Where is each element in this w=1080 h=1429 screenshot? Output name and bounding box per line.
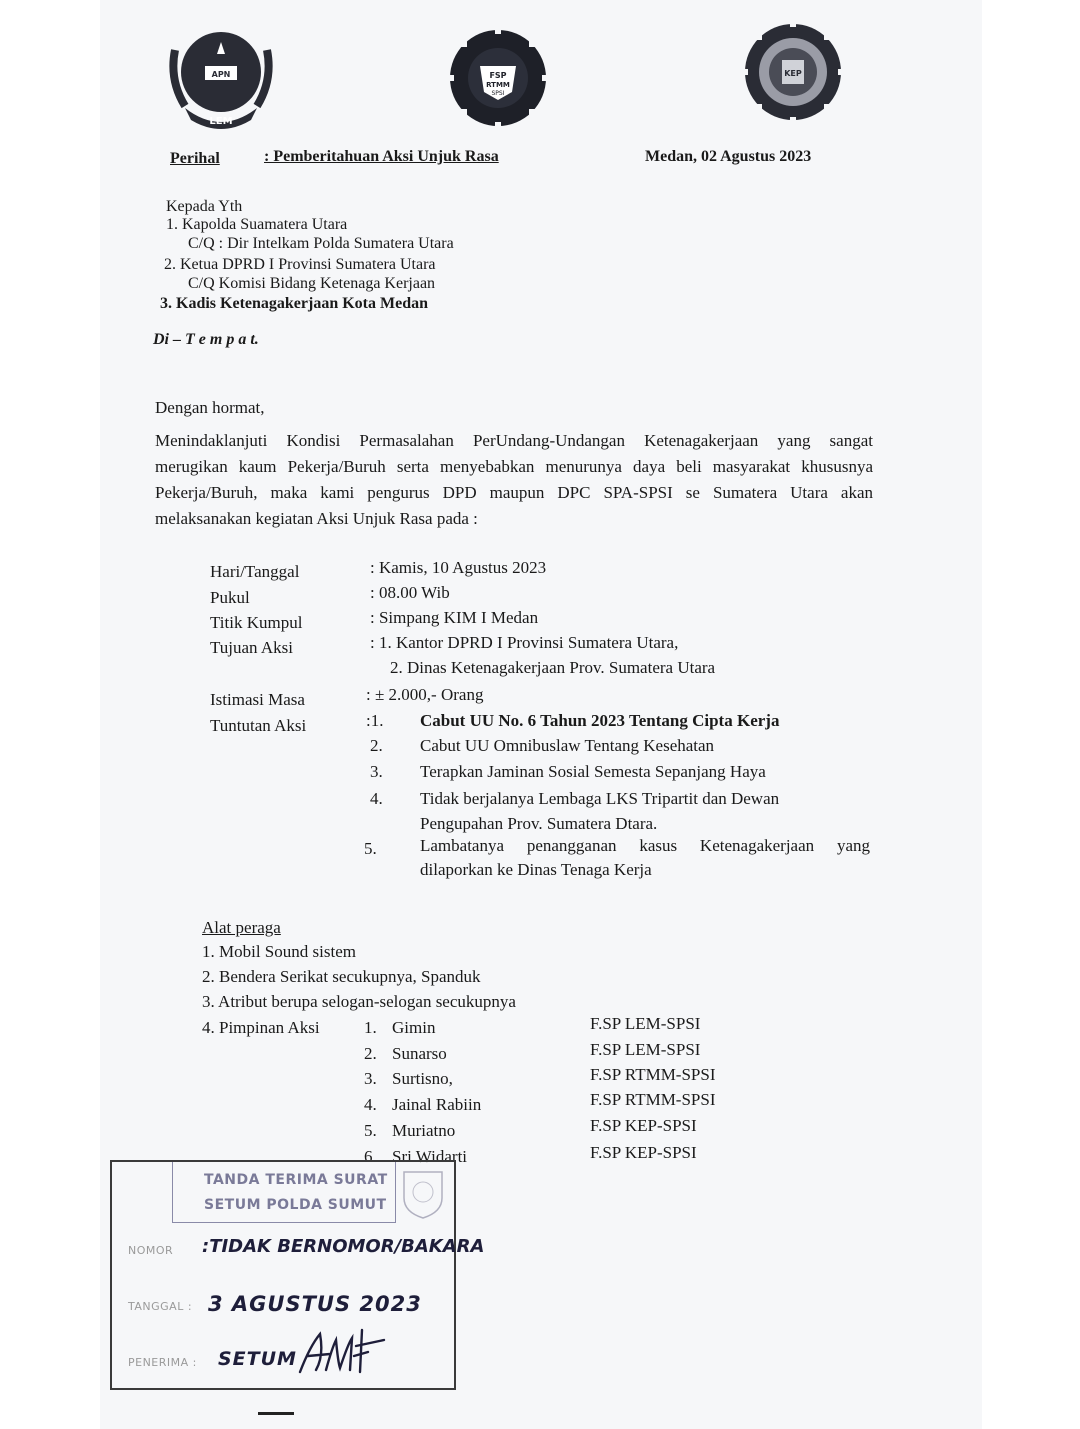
- pukul-label: Pukul: [210, 588, 250, 607]
- kep-spsi-logo: [740, 20, 846, 124]
- pimpinan-org: F.SP LEM-SPSI: [590, 1014, 701, 1033]
- tuntutan-text: Terapkan Jaminan Sosial Semesta Sepanjang Haya: [420, 762, 766, 781]
- police-emblem-icon: [398, 1168, 448, 1220]
- pimpinan-org: F.SP RTMM-SPSI: [590, 1090, 716, 1109]
- alat-item: 1. Mobil Sound sistem: [202, 942, 356, 961]
- pimpinan-name: Sunarso: [392, 1044, 447, 1063]
- paragraph-line: merugikan kaum Pekerja/Buruh serta menyebabkan menurunya daya beli masyarakat khususnya: [155, 457, 873, 476]
- stamp-nomor-value: :TIDAK BERNOMOR/BAKARA: [202, 1236, 485, 1257]
- stamp-penerima-value: SETUM: [218, 1348, 297, 1370]
- pimpinan-num: 2.: [364, 1044, 377, 1063]
- stamp-title-1: TANDA TERIMA SURAT: [204, 1172, 388, 1188]
- tuntutan-text: Lambatanya penangganan kasus Ketenagakerjaan yang: [420, 836, 870, 855]
- tuntutan-num: 2.: [370, 736, 383, 755]
- tuntutan-num: 4.: [370, 789, 383, 808]
- paragraph-line: melaksanakan kegiatan Aksi Unjuk Rasa pada :: [155, 509, 478, 528]
- svg-text:LEM: LEM: [209, 116, 233, 127]
- titik-value: : Simpang KIM I Medan: [370, 608, 539, 627]
- pimpinan-name: Surtisno,: [392, 1069, 453, 1088]
- recipient-1-cq: C/Q : Dir Intelkam Polda Sumatera Utara: [188, 235, 454, 252]
- pimpinan-num: 5.: [364, 1121, 377, 1140]
- rtmm-spsi-logo: [446, 26, 550, 130]
- paragraph-line: Pekerja/Buruh, maka kami pengurus DPD maupun DPC SPA-SPSI se Sumatera Utara akan: [155, 483, 873, 502]
- perihal-label: Perihal: [170, 150, 220, 167]
- tuntutan-num: 3.: [370, 762, 383, 781]
- hari-value: : Kamis, 10 Agustus 2023: [370, 558, 547, 577]
- handwritten-signature: [296, 1326, 388, 1382]
- perihal-value: : Pemberitahuan Aksi Unjuk Rasa: [264, 148, 499, 165]
- estimasi-value: : ± 2.000,- Orang: [366, 685, 484, 704]
- pimpinan-org: F.SP KEP-SPSI: [590, 1143, 697, 1162]
- pimpinan-num: 4.: [364, 1095, 377, 1114]
- titik-label: Titik Kumpul: [210, 613, 303, 632]
- letter-date: Medan, 02 Agustus 2023: [645, 148, 812, 165]
- alat-item: 4. Pimpinan Aksi: [202, 1018, 320, 1037]
- pimpinan-name: Jainal Rabiin: [392, 1095, 482, 1114]
- stamp-nomor-label: NOMOR: [128, 1244, 174, 1257]
- tujuan-value-2: 2. Dinas Ketenagakerjaan Prov. Sumatera Utara: [390, 658, 716, 677]
- opening-paragraph: [155, 428, 873, 532]
- stamp-penerima-label: PENERIMA :: [128, 1356, 197, 1369]
- pimpinan-org: F.SP LEM-SPSI: [590, 1040, 701, 1059]
- recipient-2: 2. Ketua DPRD I Provinsi Sumatera Utara: [164, 256, 436, 273]
- recipient-3: 3. Kadis Ketenagakerjaan Kota Medan: [160, 295, 428, 312]
- alat-item: 3. Atribut berupa selogan-selogan secukupnya: [202, 992, 516, 1011]
- recipient-2-cq: C/Q Komisi Bidang Ketenaga Kerjaan: [188, 275, 436, 292]
- svg-text:FSP: FSP: [489, 71, 507, 80]
- scan-mark: [258, 1412, 294, 1415]
- tuntutan-label: Tuntutan Aksi: [210, 716, 307, 735]
- recipient-heading: Kepada Yth: [166, 198, 243, 215]
- pimpinan-org: F.SP RTMM-SPSI: [590, 1065, 716, 1084]
- pimpinan-org: F.SP KEP-SPSI: [590, 1116, 697, 1135]
- paragraph-line: Menindaklanjuti Kondisi Permasalahan PerUndang-Undangan Ketenagakerjaan yang sangat: [155, 431, 873, 450]
- pimpinan-num: 3.: [364, 1069, 377, 1088]
- hari-label: Hari/Tanggal: [210, 562, 300, 581]
- svg-text:SPSI: SPSI: [491, 90, 505, 97]
- tuntutan-text-cont: dilaporkan ke Dinas Tenaga Kerja: [420, 860, 652, 879]
- tuntutan-num: 5.: [364, 839, 377, 858]
- place: Di – T e m p a t.: [153, 331, 259, 348]
- svg-text:APN: APN: [211, 70, 231, 79]
- pukul-value: : 08.00 Wib: [370, 583, 450, 602]
- tuntutan-text: Cabut UU No. 6 Tahun 2023 Tentang Cipta Kerja: [420, 711, 780, 730]
- stamp-title-2: SETUM POLDA SUMUT: [204, 1197, 387, 1213]
- recipient-1: 1. Kapolda Suamatera Utara: [166, 216, 348, 233]
- svg-text:KEP: KEP: [784, 69, 802, 78]
- greeting: Dengan hormat,: [155, 398, 265, 417]
- tujuan-value-1: : 1. Kantor DPRD I Provinsi Sumatera Utara,: [370, 633, 679, 652]
- stamp-tanggal-label: TANGGAL :: [128, 1300, 193, 1313]
- tuntutan-text-cont: Pengupahan Prov. Sumatera Dtara.: [420, 814, 658, 833]
- pimpinan-name: Gimin: [392, 1018, 436, 1037]
- pimpinan-name: Muriatno: [392, 1121, 456, 1140]
- estimasi-label: Istimasi Masa: [210, 690, 305, 709]
- pimpinan-name: Sri Widarti: [392, 1147, 468, 1166]
- alat-heading: Alat peraga: [202, 918, 281, 937]
- stamp-tanggal-value: 3 AGUSTUS 2023: [208, 1292, 422, 1316]
- alat-item: 2. Bendera Serikat secukupnya, Spanduk: [202, 967, 481, 986]
- tuntutan-num: :1.: [366, 711, 384, 730]
- svg-text:RTMM: RTMM: [486, 81, 510, 89]
- pimpinan-num: 1.: [364, 1018, 377, 1037]
- tujuan-label: Tujuan Aksi: [210, 638, 293, 657]
- tuntutan-text: Cabut UU Omnibuslaw Tentang Kesehatan: [420, 736, 715, 755]
- tuntutan-text: Tidak berjalanya Lembaga LKS Tripartit dan Dewan: [420, 789, 780, 808]
- pimpinan-num: 6.: [364, 1147, 377, 1166]
- lem-spsi-logo: [165, 20, 277, 130]
